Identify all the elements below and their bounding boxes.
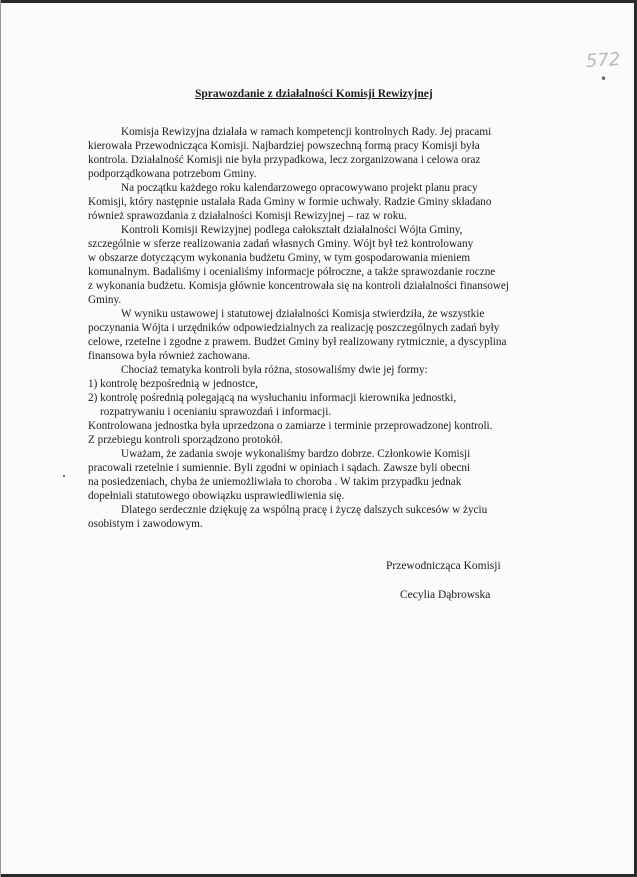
list-item-continuation: rozpatrywaniu i ocenianiu sprawozdań i informacji. <box>100 406 332 418</box>
body-line: Kontroli Komisji Rewizyjnej podlega całokształt działalności Wójta Gminy, <box>121 224 463 236</box>
list-item: 1) kontrolę bezpośrednią w jednostce, <box>88 378 258 390</box>
body-line: celowe, rzetelne i zgodne z prawem. Budżet Gminy był realizowany rytmicznie, a dyscyplina <box>88 336 507 348</box>
body-line: kierowała Przewodnicząca Komisji. Najbardziej powszechną formą pracy Komisji była <box>88 140 480 152</box>
body-line: pracowali rzetelnie i sumiennie. Byli zgodni w opiniach i sądach. Zawsze byli obecni <box>88 462 471 474</box>
body-line: Komisja Rewizyjna działała w ramach kompetencji kontrolnych Rady. Jej pracami <box>121 126 492 138</box>
scan-speck <box>63 475 65 477</box>
body-line: W wyniku ustawowej i statutowej działalności Komisja stwierdziła, że wszystkie <box>121 308 485 320</box>
body-line: Na początku każdego roku kalendarzowego opracowywano projekt planu pracy <box>121 182 478 194</box>
body-line: finansowa była również zachowana. <box>88 350 251 362</box>
signature-name: Cecylia Dąbrowska <box>400 589 491 601</box>
scan-border-top <box>0 0 637 3</box>
body-line: szczególnie w sferze realizowania zadań własnych Gminy. Wójt był też kontrolowany <box>88 238 474 250</box>
signature-role: Przewodnicząca Komisji <box>386 560 501 572</box>
body-line: na posiedzeniach, chyba że uniemożliwiała to choroba . W takim przypadku jednak <box>88 476 462 488</box>
small-mark-glyph: • <box>600 72 608 86</box>
body-line: Z przebiegu kontroli sporządzono protokół. <box>88 434 283 446</box>
body-line: Chociaż tematyka kontroli była różna, stosowaliśmy dwie jej formy: <box>121 364 428 376</box>
body-line: Dlatego serdecznie dziękuję za wspólną pracę i życzę dalszych sukcesów w życiu <box>121 504 488 516</box>
body-line: z wykonania budżetu. Komisja głównie koncentrowała się na kontroli działalności finansowej <box>88 280 509 292</box>
scan-border-left <box>0 0 1 877</box>
body-line: Uważam, że zadania swoje wykonaliśmy bardzo dobrze. Członkowie Komisji <box>121 448 471 460</box>
body-line: poczynania Wójta i urzędników odpowiedzialnych za realizację poszczególnych zadań były <box>88 322 500 334</box>
body-line: kontrola. Działalność Komisji nie była przypadkowa, lecz zorganizowana i celowa oraz <box>88 154 481 166</box>
body-line: Kontrolowana jednostka była uprzedzona o zamiarze i terminie przeprowadzonej kontroli. <box>88 420 493 432</box>
body-line: Komisji, który następnie ustalała Rada Gminy w formie uchwały. Radzie Gminy składano <box>88 196 492 208</box>
body-line: komunalnym. Badaliśmy i ocenialiśmy informacje półroczne, a także sprawozdanie roczne <box>88 266 496 278</box>
list-item: 2) kontrolę pośrednią polegającą na wysłuchaniu informacji kierownika jednostki, <box>88 392 457 404</box>
body-line: Gminy. <box>88 294 122 306</box>
body-line: dopełniali statutowego obowiązku usprawiedliwienia się. <box>88 490 345 502</box>
body-line: podporządkowana potrzebom Gminy. <box>88 168 257 180</box>
page-number-stamp: 572 <box>585 48 622 73</box>
body-line: osobistym i zawodowym. <box>88 518 203 530</box>
document-title: Sprawozdanie z działalności Komisji Rewizyjnej <box>195 88 433 100</box>
body-line: również sprawozdania z działalności Komisji Rewizyjnej – raz w roku. <box>88 210 407 222</box>
body-line: w obszarze dotyczącym wykonania budżetu Gminy, w tym gospodarowania mieniem <box>88 252 471 264</box>
